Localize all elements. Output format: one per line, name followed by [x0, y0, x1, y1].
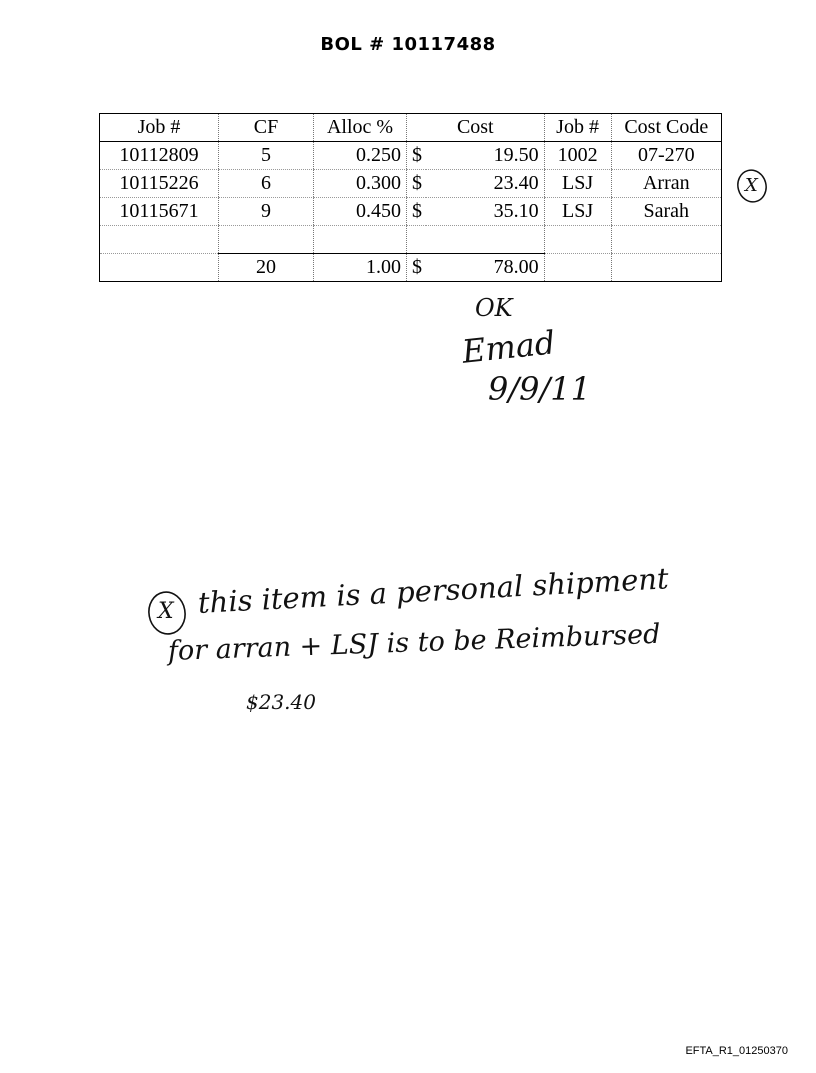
- cell-job: 10115226: [100, 170, 219, 198]
- row-marker-symbol: X: [745, 175, 758, 196]
- table-header-row: [100, 114, 722, 142]
- cell-currency: $: [407, 198, 427, 226]
- cell-cost: 19.50: [426, 142, 544, 170]
- total-row: [100, 254, 722, 282]
- bol-title: BOL # 10117488: [320, 34, 496, 55]
- col-header-job: Job #: [100, 114, 219, 142]
- cell-currency: $: [407, 170, 427, 198]
- cell-job: 10115671: [100, 198, 219, 226]
- cell-job2: 1002: [544, 142, 611, 170]
- total-cost: 78.00: [426, 254, 544, 282]
- cell-job2: LSJ: [544, 170, 611, 198]
- approval-date: 9/9/11: [488, 370, 591, 408]
- col-header-cf: CF: [219, 114, 314, 142]
- table-row: [100, 198, 722, 226]
- cell-cf: 9: [219, 198, 314, 226]
- note-amount: $23.40: [246, 690, 316, 714]
- total-alloc: 1.00: [314, 254, 407, 282]
- table-row: [100, 142, 722, 170]
- allocation-table: [99, 113, 722, 282]
- total-currency: $: [407, 254, 427, 282]
- note-line-2: for arran + LSJ is to be Reimbursed: [167, 618, 661, 667]
- cell-currency: $: [407, 142, 427, 170]
- approval-ok: OK: [475, 294, 513, 322]
- approval-signature: Emad: [460, 323, 557, 371]
- cell-alloc: 0.250: [314, 142, 407, 170]
- col-header-cost: Cost: [407, 114, 545, 142]
- note-line-1: this item is a personal shipment: [197, 561, 670, 620]
- cell-job: 10112809: [100, 142, 219, 170]
- cell-cost-code: 07-270: [611, 142, 721, 170]
- cell-alloc: 0.300: [314, 170, 407, 198]
- col-header-job2: Job #: [544, 114, 611, 142]
- blank-row: [100, 226, 722, 254]
- cell-cf: 5: [219, 142, 314, 170]
- cell-alloc: 0.450: [314, 198, 407, 226]
- total-cf: 20: [219, 254, 314, 282]
- cell-job2: LSJ: [544, 198, 611, 226]
- col-header-cost-code: Cost Code: [611, 114, 721, 142]
- cell-cf: 6: [219, 170, 314, 198]
- cell-cost-code: Arran: [611, 170, 721, 198]
- cell-cost-code: Sarah: [611, 198, 721, 226]
- document-id: EFTA_R1_01250370: [685, 1045, 788, 1057]
- table-row: [100, 170, 722, 198]
- col-header-alloc: Alloc %: [314, 114, 407, 142]
- note-marker-symbol: X: [158, 599, 174, 624]
- cell-cost: 35.10: [426, 198, 544, 226]
- cell-cost: 23.40: [426, 170, 544, 198]
